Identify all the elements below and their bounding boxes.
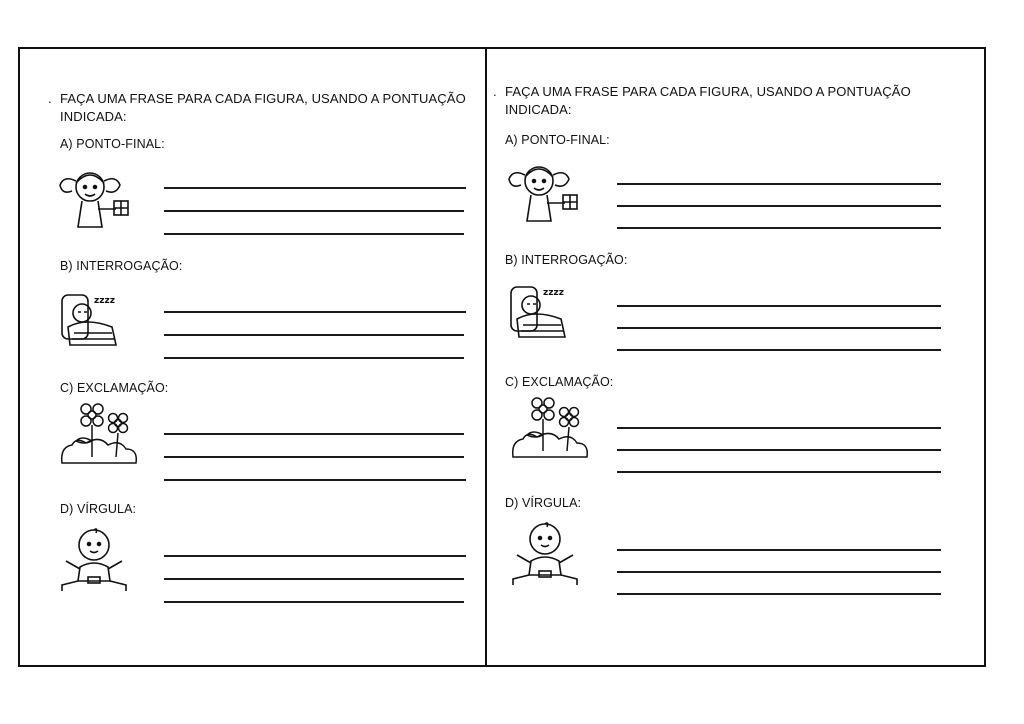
answer-line[interactable] bbox=[617, 227, 941, 229]
answer-line[interactable] bbox=[164, 210, 464, 212]
instruction-line-2: INDICADA: bbox=[505, 102, 572, 117]
instruction-line-2: INDICADA: bbox=[60, 109, 127, 124]
bullet: . bbox=[48, 91, 52, 106]
answer-line[interactable] bbox=[164, 555, 466, 557]
answer-lines-c bbox=[617, 427, 917, 475]
item-c-label: C) EXCLAMAÇÃO: bbox=[60, 381, 169, 395]
answer-line[interactable] bbox=[617, 305, 941, 307]
answer-lines-a bbox=[617, 183, 917, 231]
answer-line[interactable] bbox=[617, 549, 941, 551]
answer-lines-b bbox=[164, 311, 464, 363]
answer-line[interactable] bbox=[617, 571, 941, 573]
sleeping-child-icon bbox=[505, 279, 595, 349]
answer-line[interactable] bbox=[617, 593, 941, 595]
instruction-line-1: FAÇA UMA FRASE PARA CADA FIGURA, USANDO A PONTUAÇÃO bbox=[60, 91, 466, 106]
girl-with-gift-icon bbox=[54, 165, 144, 235]
baby-icon bbox=[58, 525, 148, 595]
item-d-label: D) VÍRGULA: bbox=[60, 502, 137, 516]
girl-with-gift-icon bbox=[503, 159, 593, 229]
item-a-label: A) PONTO-FINAL: bbox=[60, 137, 165, 151]
item-b-label: B) INTERROGAÇÃO: bbox=[505, 253, 628, 267]
answer-line[interactable] bbox=[617, 427, 941, 429]
answer-line[interactable] bbox=[164, 357, 464, 359]
sleeping-child-icon bbox=[56, 287, 146, 357]
worksheet-right bbox=[487, 47, 985, 667]
answer-line[interactable] bbox=[617, 349, 941, 351]
flowers-icon bbox=[507, 395, 597, 465]
answer-line[interactable] bbox=[164, 433, 464, 435]
answer-line[interactable] bbox=[617, 471, 941, 473]
answer-line[interactable] bbox=[617, 449, 941, 451]
svg-text:zzzz: zzzz bbox=[94, 296, 115, 306]
answer-line[interactable] bbox=[164, 479, 466, 481]
answer-line[interactable] bbox=[164, 578, 464, 580]
item-b-label: B) INTERROGAÇÃO: bbox=[60, 259, 183, 273]
instruction-title bbox=[493, 83, 911, 119]
answer-lines-d bbox=[164, 555, 464, 607]
item-a-label: A) PONTO-FINAL: bbox=[505, 133, 610, 147]
answer-line[interactable] bbox=[617, 327, 941, 329]
bullet: . bbox=[493, 84, 497, 99]
baby-icon bbox=[509, 519, 599, 589]
answer-lines-d bbox=[617, 549, 917, 597]
instruction-title bbox=[48, 90, 466, 126]
flowers-icon bbox=[56, 401, 146, 471]
answer-line[interactable] bbox=[164, 187, 466, 189]
item-c-label: C) EXCLAMAÇÃO: bbox=[505, 375, 614, 389]
answer-line[interactable] bbox=[164, 334, 464, 336]
answer-lines-b bbox=[617, 305, 917, 353]
instruction-line-1: FAÇA UMA FRASE PARA CADA FIGURA, USANDO A PONTUAÇÃO bbox=[505, 84, 911, 99]
item-d-label: D) VÍRGULA: bbox=[505, 496, 582, 510]
svg-text:zzzz: zzzz bbox=[543, 288, 564, 298]
answer-line[interactable] bbox=[164, 456, 464, 458]
answer-line[interactable] bbox=[617, 205, 941, 207]
worksheet-left bbox=[18, 47, 486, 667]
answer-line[interactable] bbox=[164, 311, 466, 313]
answer-line[interactable] bbox=[164, 233, 464, 235]
answer-line[interactable] bbox=[617, 183, 941, 185]
answer-lines-c bbox=[164, 433, 464, 485]
answer-line[interactable] bbox=[164, 601, 464, 603]
answer-lines-a bbox=[164, 187, 464, 239]
